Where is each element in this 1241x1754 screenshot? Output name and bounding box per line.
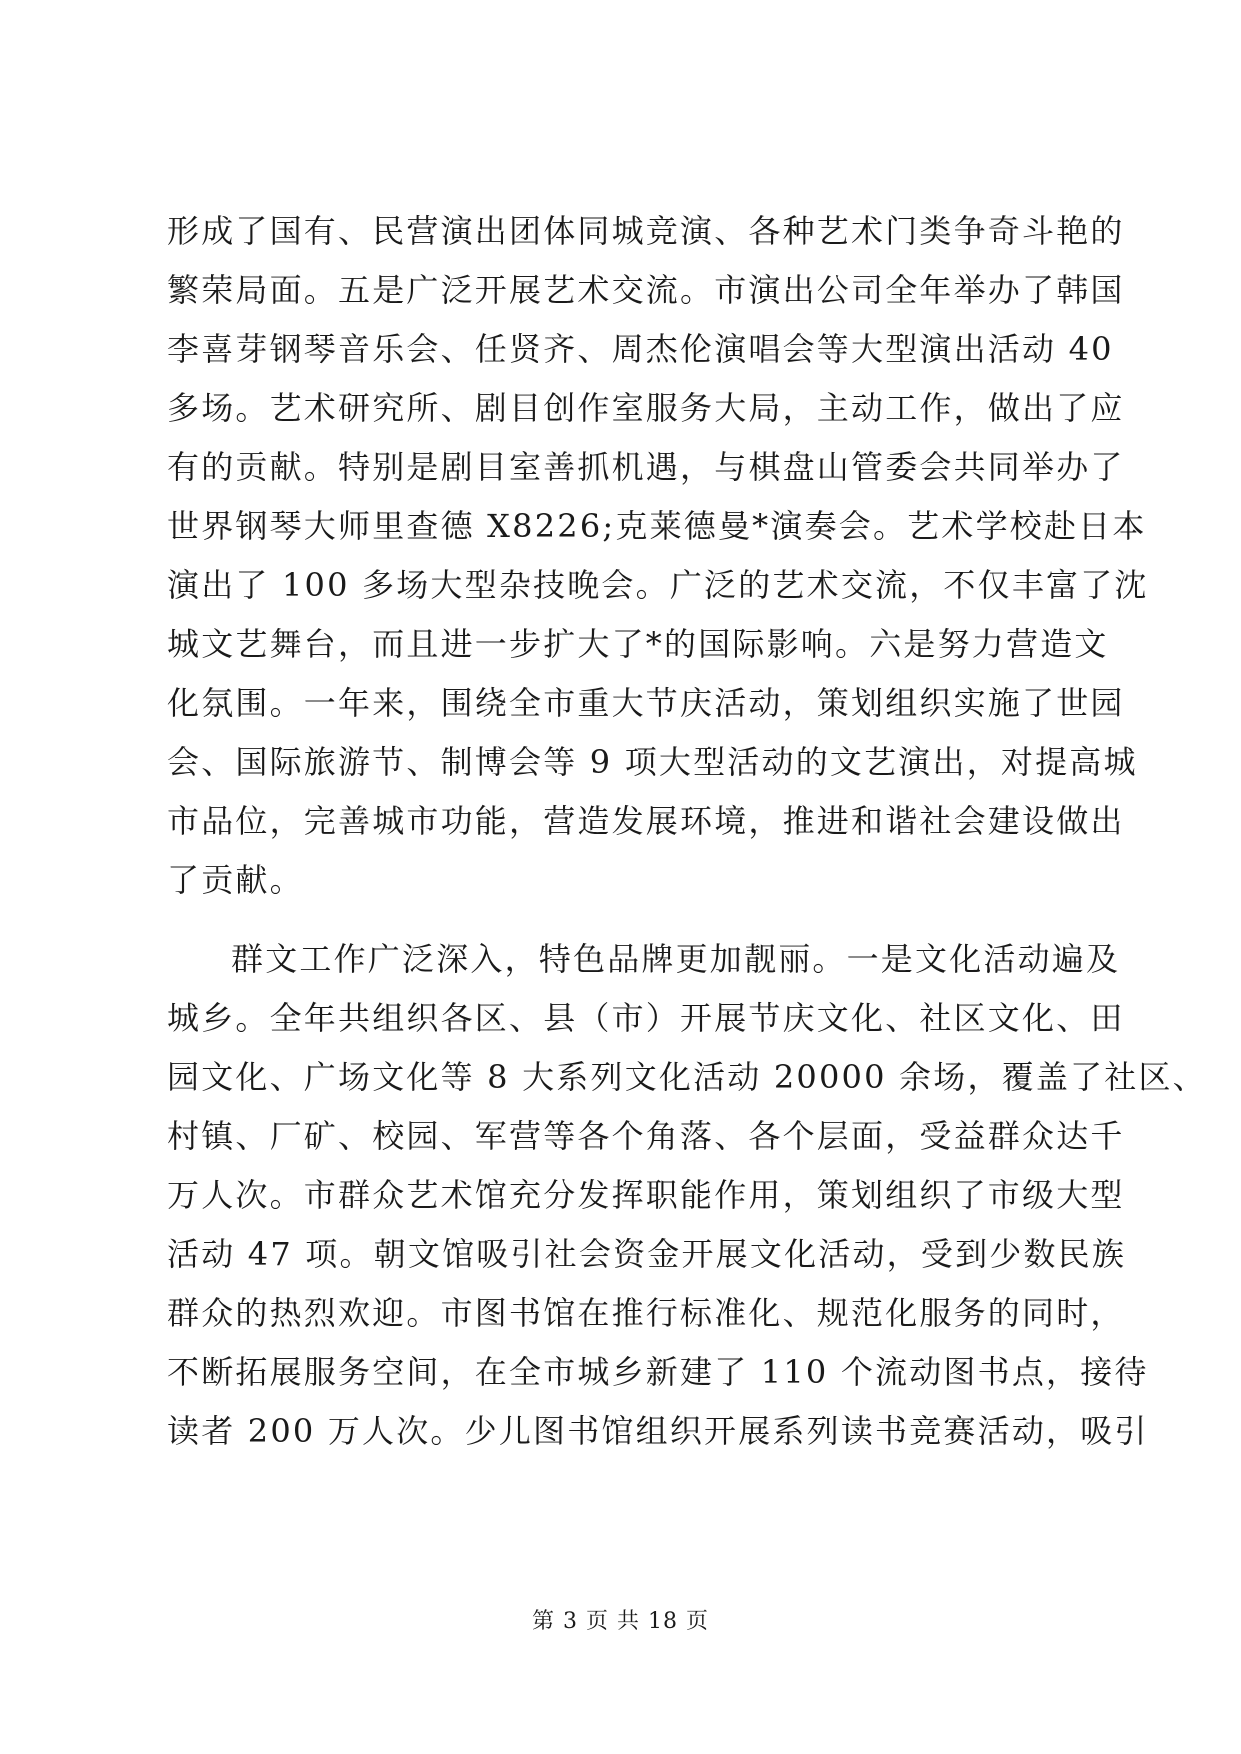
text-line: 万人次。市群众艺术馆充分发挥职能作用，策划组织了市级大型 <box>167 1176 1125 1214</box>
text-line: 多场。艺术研究所、剧目创作室服务大局，主动工作，做出了应 <box>167 389 1125 427</box>
text-line: 世界钢琴大师里查德 X8226;克莱德曼*演奏会。艺术学校赴日本 <box>167 507 1147 545</box>
text-line: 演出了 100 多场大型杂技晚会。广泛的艺术交流，不仅丰富了沈 <box>167 566 1149 604</box>
text-line: 形成了国有、民营演出团体同城竞演、各种艺术门类争奇斗艳的 <box>167 212 1125 250</box>
text-line: 化氛围。一年来，围绕全市重大节庆活动，策划组织实施了世园 <box>167 684 1125 722</box>
text-line: 繁荣局面。五是广泛开展艺术交流。市演出公司全年举办了韩国 <box>167 271 1125 309</box>
text-line: 活动 47 项。朝文馆吸引社会资金开展文化活动，受到少数民族 <box>167 1235 1127 1273</box>
text-line: 城文艺舞台，而且进一步扩大了*的国际影响。六是努力营造文 <box>167 625 1109 663</box>
text-line: 了贡献。 <box>167 861 304 899</box>
page-number: 第 3 页 共 18 页 <box>532 1609 709 1634</box>
text-line: 园文化、广场文化等 8 大系列文化活动 20000 余场，覆盖了社区、 <box>167 1058 1207 1096</box>
paragraph-first-line: 群文工作广泛深入，特色品牌更加靓丽。一是文化活动遍及 <box>231 940 1121 978</box>
text-line: 市品位，完善城市功能，营造发展环境，推进和谐社会建设做出 <box>167 802 1125 840</box>
text-line: 有的贡献。特别是剧目室善抓机遇，与棋盘山管委会共同举办了 <box>167 448 1125 486</box>
text-line: 群众的热烈欢迎。市图书馆在推行标准化、规范化服务的同时， <box>167 1294 1125 1332</box>
text-line: 不断拓展服务空间，在全市城乡新建了 110 个流动图书点，接待 <box>167 1353 1149 1391</box>
text-line: 李喜芽钢琴音乐会、任贤齐、周杰伦演唱会等大型演出活动 40 <box>167 330 1114 368</box>
text-line: 城乡。全年共组织各区、县（市）开展节庆文化、社区文化、田 <box>167 999 1125 1037</box>
text-line: 读者 200 万人次。少儿图书馆组织开展系列读书竞赛活动，吸引 <box>167 1412 1149 1450</box>
text-line: 会、国际旅游节、制博会等 9 项大型活动的文艺演出，对提高城 <box>167 743 1138 781</box>
text-line: 村镇、厂矿、校园、军营等各个角落、各个层面，受益群众达千 <box>167 1117 1125 1155</box>
